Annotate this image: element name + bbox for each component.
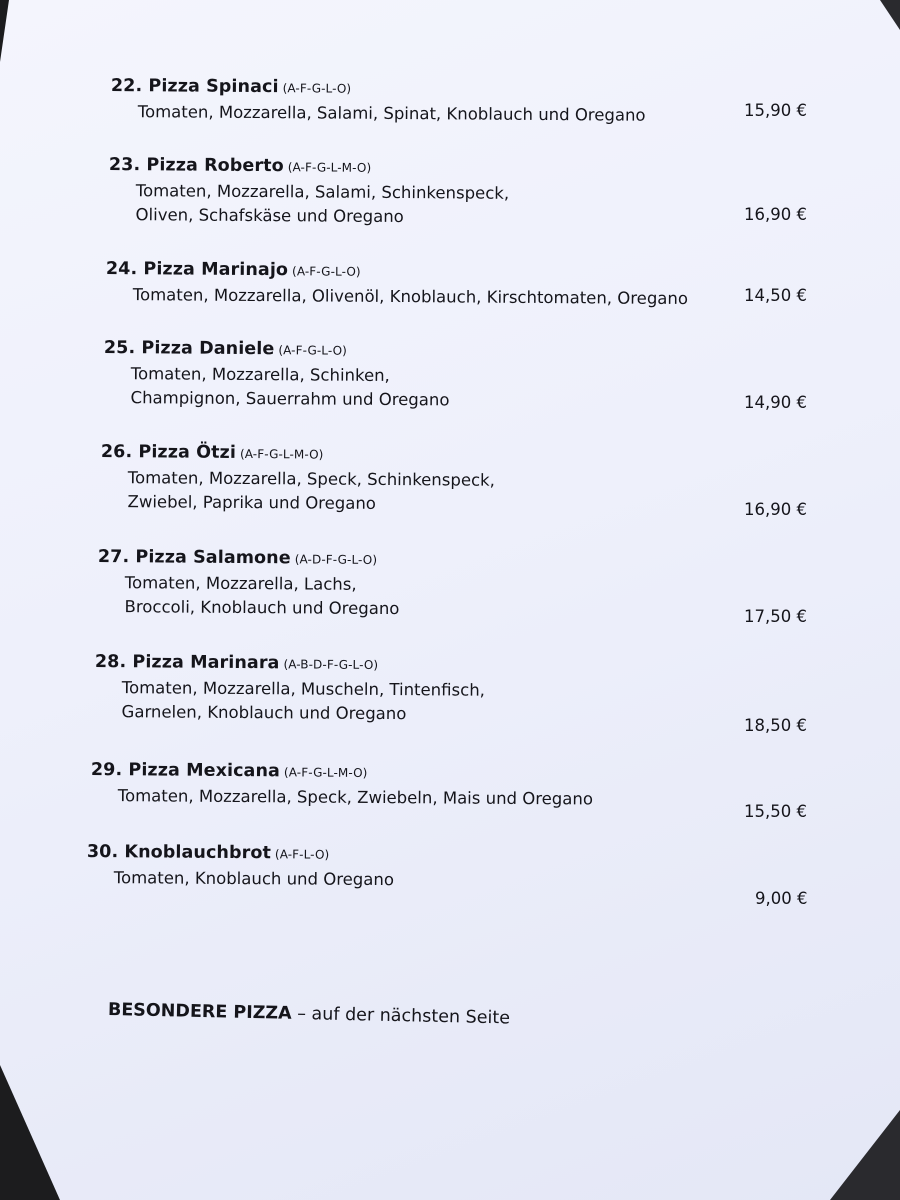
description-line: Tomaten, Mozzarella, Salami, Schinkenspeck, [135, 181, 510, 203]
description-line: Tomaten, Mozzarella, Salami, Spinat, Knoblauch und Oregano [137, 102, 646, 125]
item-title [106, 259, 826, 284]
item-title [98, 547, 818, 572]
item-title [87, 842, 807, 867]
item-number: 29. [90, 760, 123, 781]
item-price: 14,50 € [744, 286, 807, 305]
item-price: 9,00 € [755, 889, 808, 908]
item-price: 15,50 € [744, 802, 807, 821]
item-title [91, 760, 811, 785]
item-allergens: (A-D-F-G-L-O) [294, 552, 378, 567]
footer-note [108, 1000, 510, 1028]
item-name: Pizza Marinajo [143, 259, 289, 281]
item-description [103, 362, 823, 415]
item-name: Knoblauchbrot [124, 842, 272, 864]
item-description [108, 179, 828, 232]
menu-item [106, 259, 826, 312]
item-allergens: (A-F-G-L-O) [292, 264, 361, 279]
item-name: Pizza Daniele [141, 338, 275, 360]
item-allergens: (A-F-G-L-M-O) [239, 446, 324, 462]
item-title [111, 76, 831, 101]
item-name: Pizza Mexicana [128, 760, 281, 782]
item-description [97, 571, 817, 624]
item-name: Pizza Salamone [135, 547, 291, 569]
item-description [111, 100, 831, 129]
item-name: Pizza Roberto [146, 155, 284, 177]
item-title [104, 338, 824, 363]
item-title [109, 155, 829, 180]
menu-item [91, 760, 811, 813]
item-name: Pizza Marinara [132, 652, 280, 674]
description-line: Tomaten, Mozzarella, Speck, Schinkenspeck, [127, 468, 495, 490]
menu-item [87, 842, 807, 895]
item-number: 25. [103, 338, 136, 359]
item-title [101, 442, 821, 467]
description-line: Tomaten, Mozzarella, Schinken, [130, 364, 390, 385]
description-line: Zwiebel, Paprika und Oregano [127, 492, 377, 513]
item-description [100, 466, 820, 519]
item-price: 16,90 € [744, 500, 807, 519]
description-line: Champignon, Sauerrahm und Oregano [130, 388, 450, 410]
item-price: 14,90 € [744, 393, 807, 412]
item-price: 17,50 € [744, 607, 807, 626]
item-allergens: (A-B-D-F-G-L-O) [283, 657, 379, 672]
item-number: 28. [94, 652, 127, 673]
item-allergens: (A-F-G-L-O) [278, 343, 348, 358]
item-number: 27. [97, 547, 130, 568]
item-description [87, 866, 807, 895]
footer-heading: BESONDERE PIZZA [107, 1000, 292, 1024]
menu-item [111, 76, 831, 129]
item-number: 22. [110, 76, 143, 97]
item-description [106, 283, 826, 312]
item-number: 23. [108, 155, 141, 176]
description-line: Broccoli, Knoblauch und Oregano [124, 597, 400, 619]
menu-item [103, 338, 823, 415]
menu-item [97, 547, 817, 624]
item-price: 18,50 € [744, 716, 807, 735]
description-line: Garnelen, Knoblauch und Oregano [121, 702, 407, 724]
item-allergens: (A-F-G-L-M-O) [283, 765, 368, 780]
item-number: 30. [86, 842, 119, 863]
description-line: Tomaten, Mozzarella, Olivenöl, Knoblauch, Kirschtomaten, Oregano [132, 285, 689, 309]
menu-item [108, 155, 828, 232]
item-name: Pizza Spinaci [148, 76, 279, 98]
item-allergens: (A-F-L-O) [274, 847, 330, 862]
footer-text: – auf der nächsten Seite [291, 1003, 511, 1029]
description-line: Tomaten, Mozzarella, Muscheln, Tintenfisch, [121, 678, 485, 700]
description-line: Tomaten, Mozzarella, Lachs, [124, 573, 357, 594]
item-title [95, 652, 815, 677]
menu-item [100, 442, 820, 519]
item-allergens: (A-F-G-L-O) [282, 81, 352, 96]
item-allergens: (A-F-G-L-M-O) [287, 160, 372, 175]
description-line: Tomaten, Mozzarella, Speck, Zwiebeln, Mais und Oregano [117, 786, 594, 809]
description-line: Oliven, Schafskäse und Oregano [135, 205, 404, 227]
description-line: Tomaten, Knoblauch und Oregano [113, 868, 395, 890]
menu-item [94, 652, 814, 729]
item-number: 26. [100, 442, 133, 463]
item-name: Pizza Ötzi [138, 442, 237, 463]
item-description [94, 676, 814, 729]
item-price: 16,90 € [744, 205, 807, 224]
item-number: 24. [105, 259, 138, 280]
item-price: 15,90 € [744, 101, 807, 120]
item-description [91, 784, 811, 813]
